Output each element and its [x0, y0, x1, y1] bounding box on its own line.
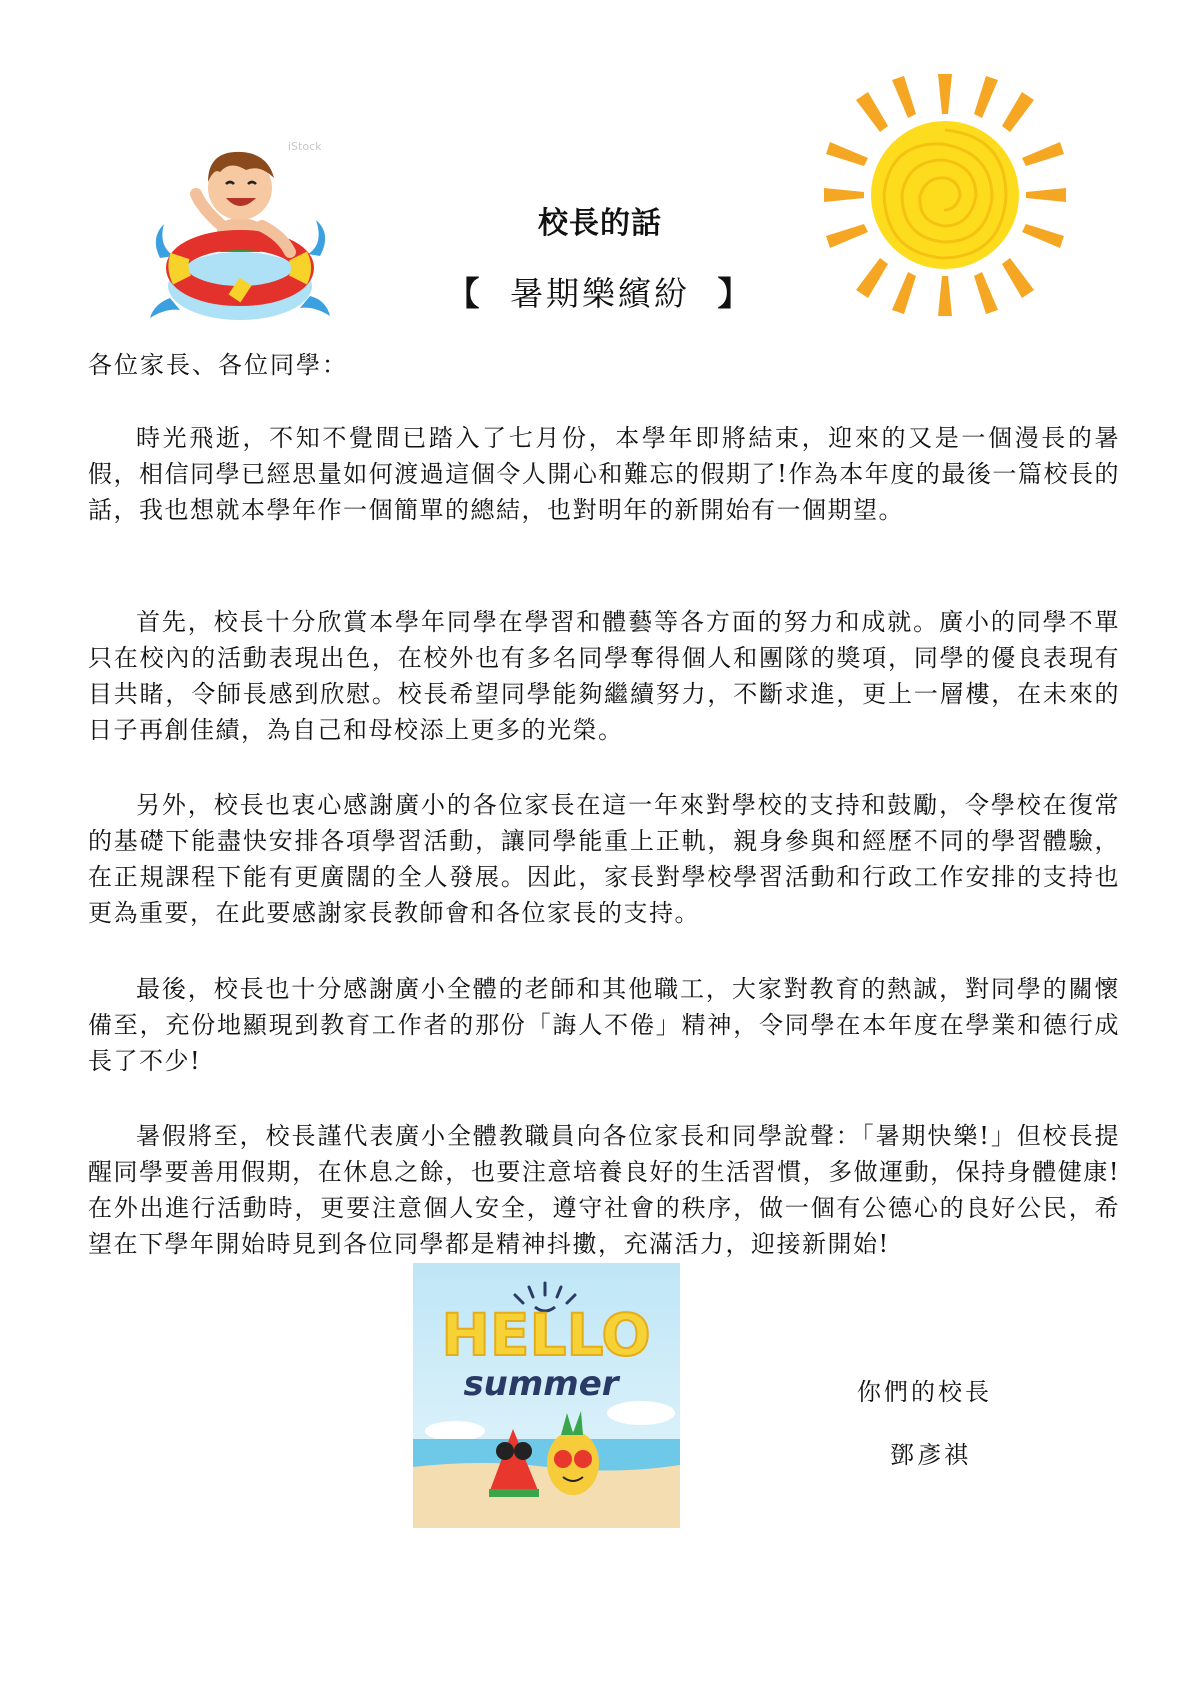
page-title: 校長的話 — [538, 206, 662, 241]
summer-text: summer — [463, 1364, 619, 1404]
hello-summer-icon — [413, 1263, 680, 1528]
hello-summer-image — [413, 1263, 680, 1528]
subtitle-text: 暑期樂繽紛 — [510, 274, 690, 313]
salutation: 各位家長、各位同學： — [88, 351, 348, 379]
paragraph-1: 時光飛逝，不知不覺間已踏入了七月份，本學年即將結束，迎來的又是一個漫長的暑假，相信同學已經思量如何渡過這個令人開心和難忘的假期了!作為本年度的最後一篇校長的話，我也想就本學年作一個簡單的總結，也對明年的新開始有一個期望。 — [88, 424, 1120, 524]
paragraph-4: 最後，校長也十分感謝廣小全體的老師和其他職工，大家對教育的熱誠，對同學的關懷備至，充份地顯現到教育工作者的那份「誨人不倦」精神，令同學在本年度在學業和德行成長了不少! — [88, 975, 1120, 1075]
subtitle-open-bracket: 【 — [446, 274, 483, 313]
paragraph-3: 另外，校長也衷心感謝廣小的各位家長在這一年來對學校的支持和鼓勵，令學校在復常的基礎下能盡快安排各項學習活動，讓同學能重上正軌，親身參與和經歷不同的學習體驗，在正規課程下能有更廣闊的全人發展。因此，家長對學校學習活動和行政工作安排的支持也更為重要，在此要感謝家長教師會和各位家長的支持。 — [88, 791, 1120, 927]
closing-line: 你們的校長 — [857, 1378, 992, 1406]
page-subtitle — [0, 268, 1200, 315]
watermark-text: iStock — [288, 140, 322, 153]
paragraph-5: 暑假將至，校長謹代表廣小全體教職員向各位家長和同學說聲：「暑期快樂!」但校長提醒同學要善用假期，在休息之餘，也要注意培養良好的生活習慣，多做運動，保持身體健康!在外出進行活動時，更要注意個人安全，遵守社會的秩序，做一個有公德心的良好公民，希望在下學年開始時見到各位同學都是精神抖擻，充滿活力，迎接新開始! — [88, 1122, 1120, 1258]
hello-text: HELLO — [441, 1301, 651, 1369]
subtitle-close-bracket: 】 — [717, 274, 754, 313]
principal-signature: 鄧彥祺 — [890, 1441, 971, 1469]
paragraph-2: 首先，校長十分欣賞本學年同學在學習和體藝等各方面的努力和成就。廣小的同學不單只在校內的活動表現出色，在校外也有多名同學奪得個人和團隊的獎項，同學的優良表現有目共睹，令師長感到欣慰。校長希望同學能夠繼續努力，不斷求進，更上一層樓，在未來的日子再創佳績，為自己和母校添上更多的光榮。 — [88, 608, 1120, 744]
